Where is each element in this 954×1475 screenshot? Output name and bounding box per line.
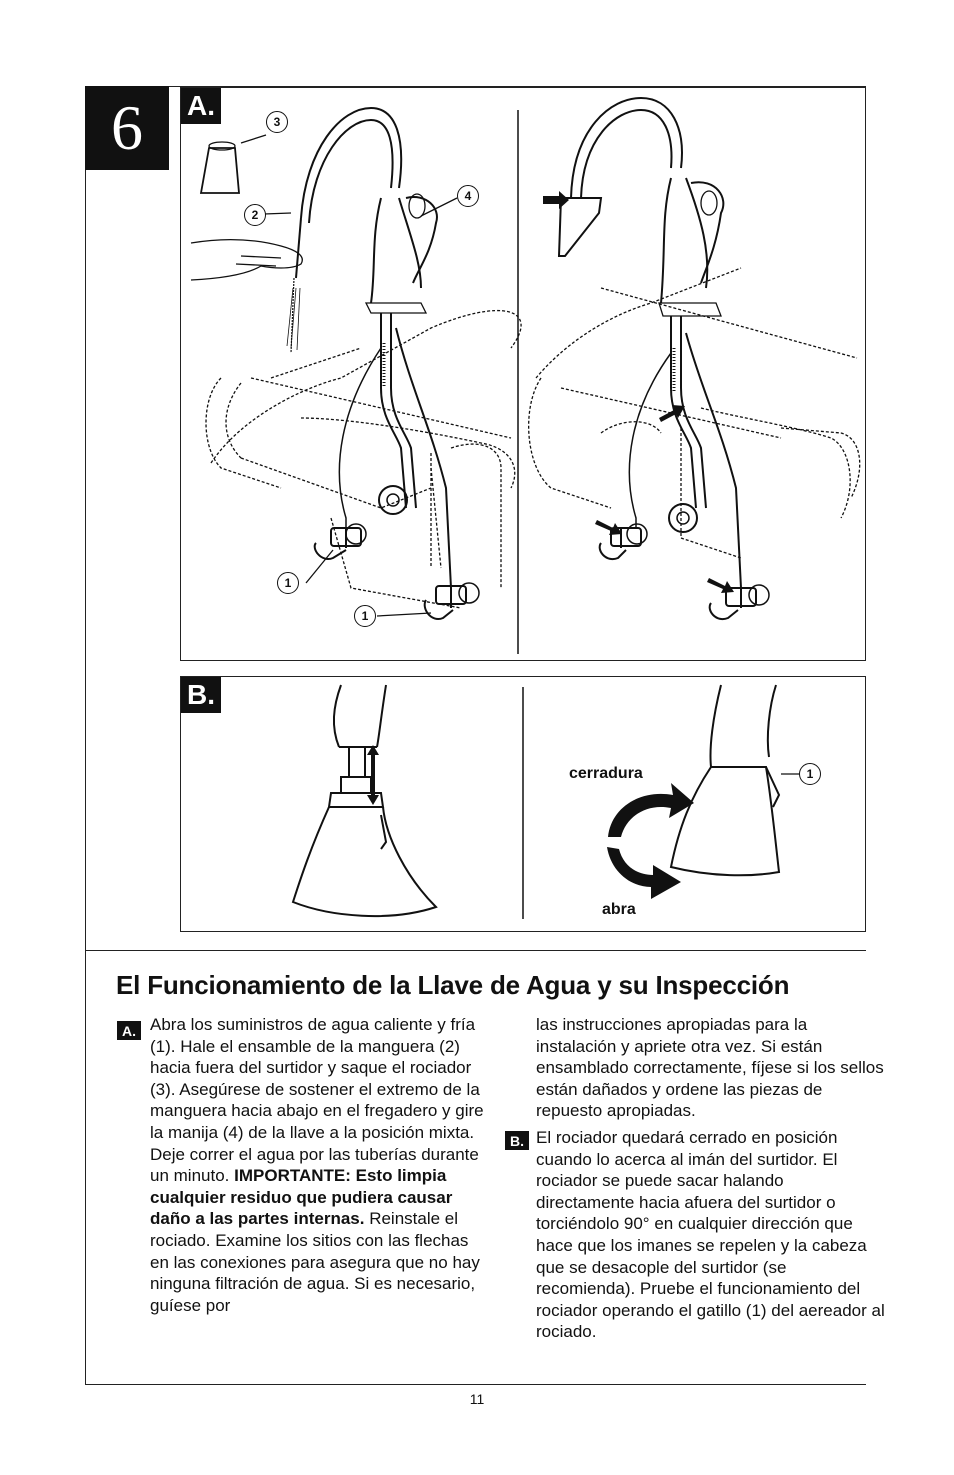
step-b-paragraph: El rociador quedará cerrado en posición cuando lo acerca al imán del surtidor. El rociador se puede sacar halando directamente hacia afuera del surtidor o torciéndolo 90° en cualquier dirección que hace que los imanes se repelen y la cabeza que se desacople del surtidor (se recomienda). Pruebe el funcionamiento del rociador operando el gatillo (1) del aereador al rociado. xyxy=(536,1128,885,1342)
step-a-tag: A. xyxy=(117,1021,141,1040)
callout-1-left: 1 xyxy=(277,572,299,594)
step-a-text-left xyxy=(150,1014,490,1316)
frame-left-rule xyxy=(85,86,86,1385)
open-label: abra xyxy=(602,901,636,918)
step-number: 6 xyxy=(111,92,143,163)
callout-2: 2 xyxy=(244,204,266,226)
step-a-text-1: Abra los suministros de agua caliente y fría (1). Hale el ensamble de la manguera (2) hacia fuera del surtidor y saque el rociador (3). Asegúrese de sostener el extremo de la manguera hacia abajo en el fregadero y gire la manija (4) de la llave a la posición mixta. Deje correr el agua por las tuberías durante un minuto. xyxy=(150,1015,484,1186)
callout-1-trigger: 1 xyxy=(799,763,821,785)
callout-1-right: 1 xyxy=(354,605,376,627)
step-a-text-right xyxy=(536,1014,886,1122)
step-b-tag: B. xyxy=(505,1131,529,1150)
frame-middle-rule xyxy=(85,950,866,951)
step-a-text-3: las instrucciones apropiadas para la instalación y apriete otra vez. Si están ensamblado correctamente, fíjese si los sellos están dañados y ordene las piezas de repuesto apropiadas. xyxy=(536,1015,884,1121)
step-number-badge xyxy=(85,86,169,170)
page-number: 11 xyxy=(469,1391,485,1407)
panel-b-drawing xyxy=(181,677,867,933)
callout-4: 4 xyxy=(457,185,479,207)
step-a-text-2: Reinstale el rociado. Examine los sitios con las flechas en las conexiones para asegura que no hay ninguna filtración de agua. Si es necesario, guíese por xyxy=(150,1209,480,1315)
panel-b-tag: B. xyxy=(181,677,221,713)
panel-a-tag: A. xyxy=(181,88,221,124)
frame-bottom-rule xyxy=(85,1384,866,1385)
step-a-important: IMPORTANTE: Esto limpia cualquier residuo que pudiera causar daño a las partes internas. xyxy=(150,1166,453,1229)
callout-3: 3 xyxy=(266,111,288,133)
panel-b-illustration xyxy=(180,676,866,932)
lock-label: cerradura xyxy=(569,765,643,782)
section-title: El Funcionamiento de la Llave de Agua y su Inspección xyxy=(116,970,790,1000)
step-a-paragraph xyxy=(150,1014,490,1316)
step-b-text xyxy=(536,1127,886,1343)
panel-a-illustration xyxy=(180,87,866,661)
